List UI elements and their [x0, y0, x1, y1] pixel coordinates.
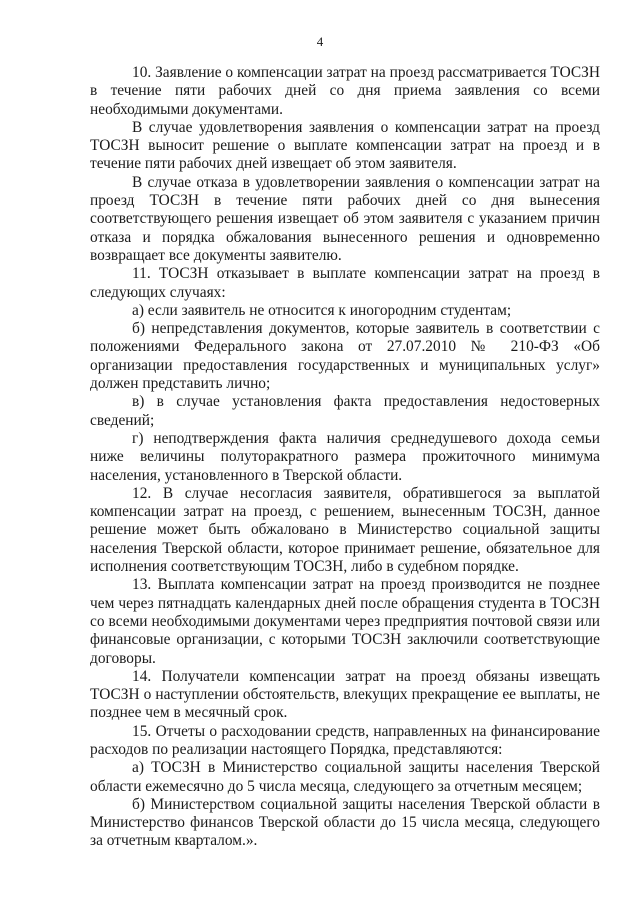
paragraph-approval: В случае удовлетворения заявления о компенсации затрат на проезд ТОСЗН выносит решение о выплате компенсации затрат на проезд и в течение пяти рабочих дней извещает об этом заявителя. [90, 118, 600, 173]
paragraph-14: 14. Получатели компенсации затрат на проезд обязаны извещать ТОСЗН о наступлении обстоятельств, влекущих прекращение ее выплаты, не позднее чем в месячный срок. [90, 667, 600, 722]
paragraph-10: 10. Заявление о компенсации затрат на проезд рассматривается ТОСЗН в течение пяти рабочих дней со дня приема заявления со всеми необходимыми документами. [90, 64, 600, 118]
paragraph-11: 11. ТОСЗН отказывает в выплате компенсации затрат на проезд в следующих случаях: [90, 265, 600, 301]
paragraph-12: 12. В случае несогласия заявителя, обратившегося за выплатой компенсации затрат на проезд, с решением, вынесенным ТОСЗН, данное решение может быть обжаловано в Министерство социальной защиты населения Тверской области, которое принимает решение, обязательное для исполнения соответствующим ТОСЗН, либо в судебном порядке. [90, 484, 600, 576]
paragraph-11-b: б) непредставления документов, которые заявитель в соответствии с положениями Федерального закона от 27.07.2010 № 210-ФЗ «Об организации предоставления государственных и муниципальных услуг» должен представить лично; [90, 320, 600, 393]
paragraph-11-g: г) неподтверждения факта наличия среднедушевого дохода семьи ниже величины полуторакратного размера прожиточного минимума населения, установленного в Тверской области. [90, 429, 600, 484]
page-number: 4 [316, 34, 324, 49]
paragraph-11-v: в) в случае установления факта предоставления недостоверных сведений; [90, 393, 600, 429]
paragraph-15-b: б) Министерством социальной защиты населения Тверской области в Министерство финансов Тверской области до 15 числа месяца, следующего за отчетным кварталом.». [90, 795, 600, 850]
paragraph-refusal: В случае отказа в удовлетворении заявления о компенсации затрат на проезд ТОСЗН в течение пяти рабочих дней со дня вынесения соответствующего решения извещает об этом заявителя с указанием причин отказа и порядка обжалования вынесенного решения и одновременно возвращает все документы заявителю. [90, 173, 600, 264]
paragraph-13: 13. Выплата компенсации затрат на проезд производится не позднее чем через пятнадцать календарных дней после обращения студента в ТОСЗН со всеми необходимыми документами через предприятия почтовой связи или финансовые организации, с которыми ТОСЗН заключили соответствующие договоры. [90, 576, 600, 667]
document-body [90, 64, 600, 851]
paragraph-11-a: а) если заявитель не относится к иногородним студентам; [132, 301, 512, 319]
paragraph-15-a: а) ТОСЗН в Министерство социальной защиты населения Тверской области ежемесячно до 5 числа месяца, следующего за отчетным месяцем; [90, 759, 600, 795]
paragraph-15: 15. Отчеты о расходовании средств, направленных на финансирование расходов по реализации настоящего Порядка, представляются: [90, 722, 600, 758]
